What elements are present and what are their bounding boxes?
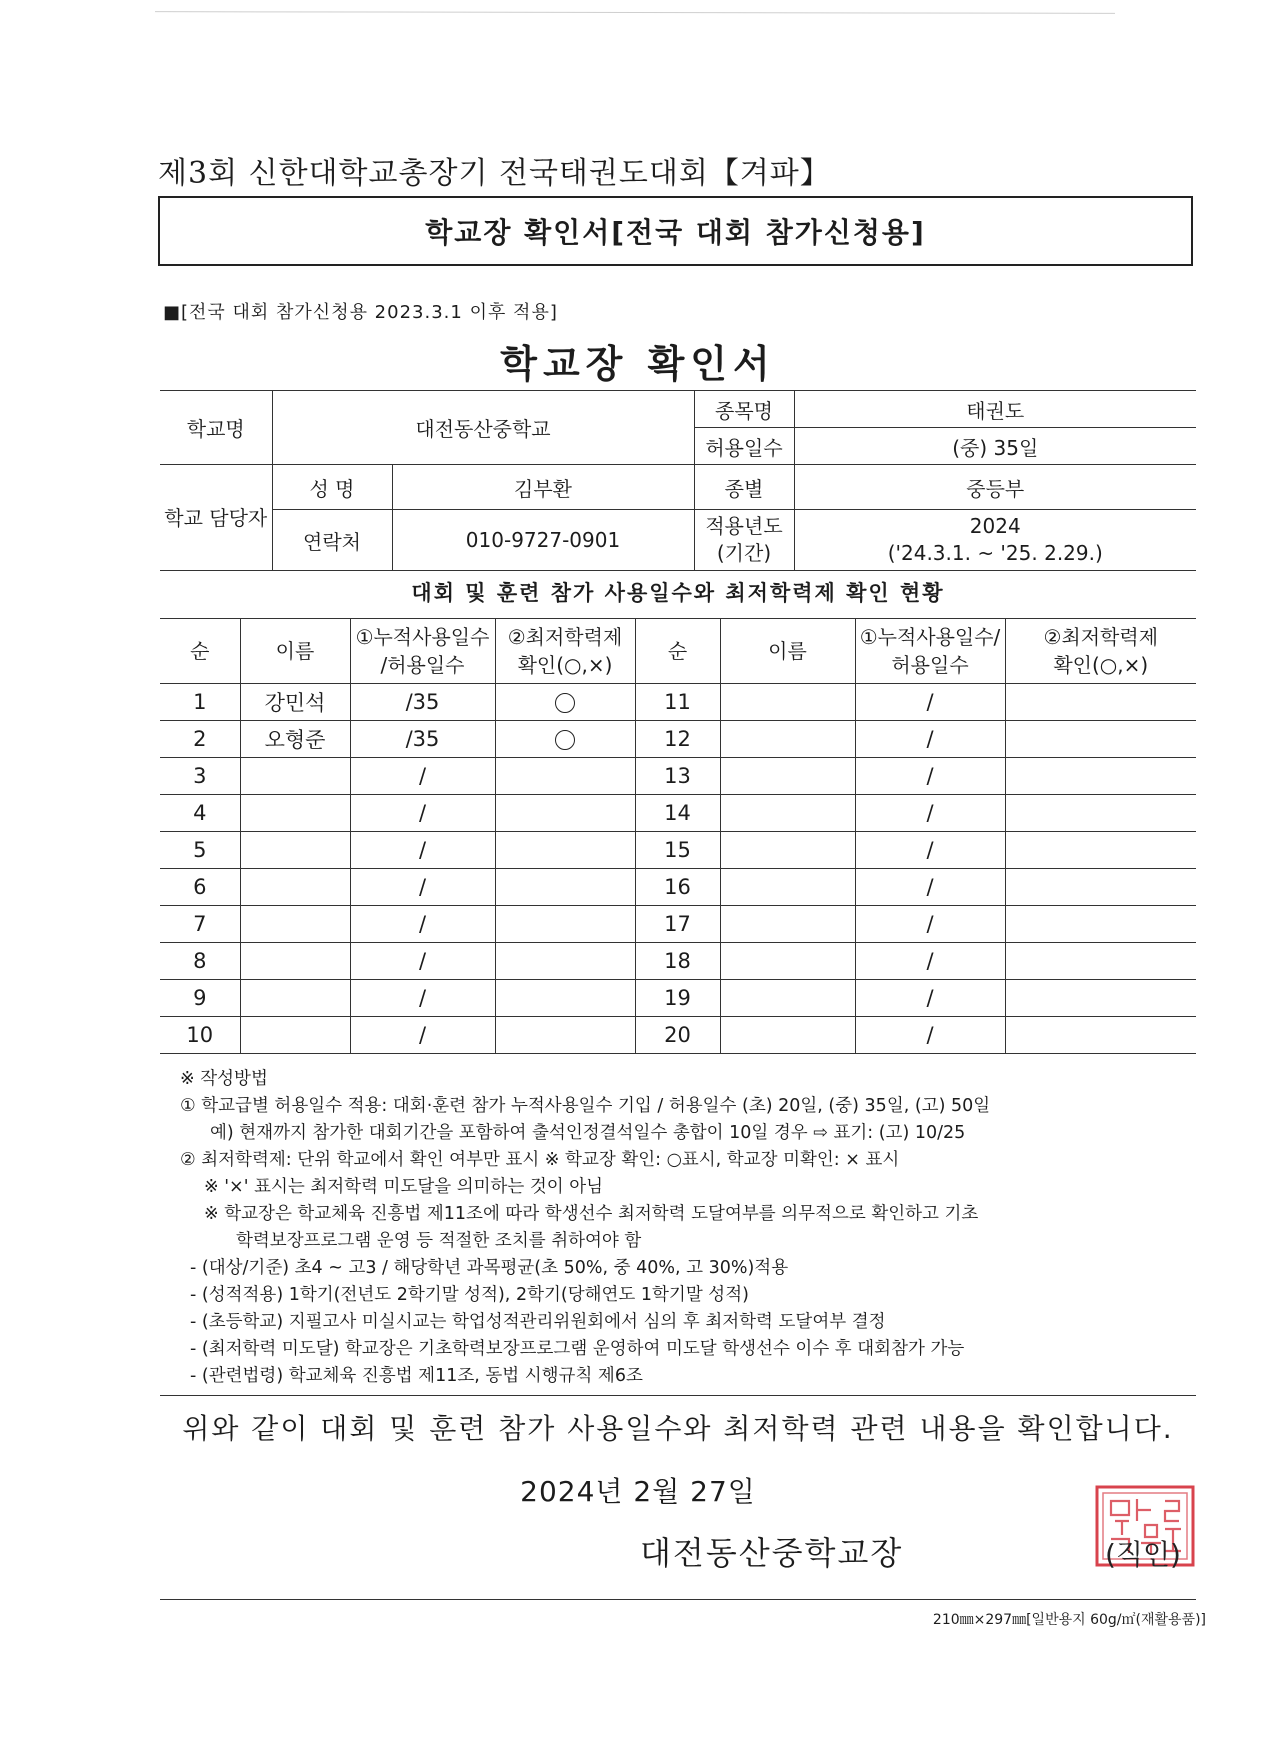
row-name <box>240 980 350 1017</box>
header-check <box>495 619 635 684</box>
guide-dash-4: - (최저학력 미도달) 학교장은 기초학력보장프로그램 운영하여 미도달 학생선수 이수 후 대회참가 가능 <box>190 1339 965 1359</box>
row-days: / <box>350 906 495 943</box>
name-label: 성 명 <box>272 465 392 510</box>
year-label <box>694 510 794 571</box>
row-no: 3 <box>160 758 240 795</box>
row-days: / <box>350 1017 495 1054</box>
row-name: 강민석 <box>240 684 350 721</box>
participant-table-body <box>160 684 1196 1054</box>
row-name-right <box>720 721 855 758</box>
guide-note-2a: ※ 학교장은 학교체육 진흥법 제11조에 따라 학생선수 최저학력 도달여부를 의무적으로 확인하고 기초 <box>204 1204 979 1224</box>
row-no: 6 <box>160 869 240 906</box>
row-no: 5 <box>160 832 240 869</box>
row-days: / <box>350 832 495 869</box>
table-row <box>160 906 1196 943</box>
header-days <box>350 619 495 684</box>
check-circle-mark <box>555 730 575 750</box>
row-check <box>495 869 635 906</box>
row-days-right: / <box>855 684 1005 721</box>
guide-dash-3: - (초등학교) 지필고사 미실시교는 학업성적관리위원회에서 심의 후 최저학력 도달여부 결정 <box>190 1312 886 1332</box>
row-check-right <box>1005 684 1196 721</box>
row-name-right <box>720 943 855 980</box>
signing-date: 2024년 2월 27일 <box>520 1475 756 1508</box>
title-box <box>158 196 1193 266</box>
guide-note-2b: 학력보장프로그램 운영 등 적절한 조치를 취하여야 함 <box>236 1231 642 1251</box>
row-name-right <box>720 869 855 906</box>
row-no-right: 16 <box>635 869 720 906</box>
row-days-right: / <box>855 721 1005 758</box>
row-check <box>495 758 635 795</box>
table-row <box>160 980 1196 1017</box>
row-days-right: / <box>855 795 1005 832</box>
row-no-right: 20 <box>635 1017 720 1054</box>
period-value: ('24.3.1. ~ '25. 2.29.) <box>887 541 1103 565</box>
header-days-right-line2: 허용일수 <box>891 653 969 677</box>
row-days-right: / <box>855 758 1005 795</box>
row-days-right: / <box>855 980 1005 1017</box>
row-name: 오형준 <box>240 721 350 758</box>
row-no: 9 <box>160 980 240 1017</box>
header-name-right: 이름 <box>720 619 855 684</box>
row-check-right <box>1005 869 1196 906</box>
contact-label: 연락처 <box>272 510 392 571</box>
seal-label: (직인) <box>1105 1538 1181 1571</box>
row-days-right: / <box>855 869 1005 906</box>
row-name <box>240 758 350 795</box>
table-row <box>160 869 1196 906</box>
table-row <box>160 758 1196 795</box>
header-days-line2: /허용일수 <box>380 653 465 677</box>
row-check-right <box>1005 721 1196 758</box>
row-check <box>495 1017 635 1054</box>
school-info-table <box>160 390 1196 571</box>
row-no-right: 19 <box>635 980 720 1017</box>
year-label-line1: 적용년도 <box>705 514 783 538</box>
row-days: / <box>350 795 495 832</box>
section-title: 대회 및 훈련 참가 사용일수와 최저학력제 확인 현황 <box>411 581 945 605</box>
apply-note: ■[전국 대회 참가신청용 2023.3.1 이후 적용] <box>163 302 558 323</box>
year-label-line2: (기간) <box>716 541 772 565</box>
sport-value: 태권도 <box>794 391 1196 428</box>
row-no: 2 <box>160 721 240 758</box>
table-row <box>160 1017 1196 1054</box>
table-row <box>160 943 1196 980</box>
guide-note-1: ※ '×' 표시는 최저학력 미도달을 의미하는 것이 아님 <box>204 1177 604 1197</box>
header-check-right-line2: 확인(○,×) <box>1053 653 1149 677</box>
row-name-right <box>720 1017 855 1054</box>
row-check-right <box>1005 906 1196 943</box>
paper-spec: 210㎜×297㎜[일반용지 60g/㎡(재활용품)] <box>932 1612 1206 1628</box>
header-check-line1: ②최저학력제 <box>507 625 623 649</box>
row-no-right: 18 <box>635 943 720 980</box>
row-check <box>495 721 635 758</box>
header-days-right <box>855 619 1005 684</box>
table-row <box>160 721 1196 758</box>
guide-dash-2: - (성적적용) 1학기(전년도 2학기말 성적), 2학기(당해연도 1학기말 성적) <box>190 1285 749 1305</box>
scan-edge-line <box>155 11 1115 14</box>
sport-label: 종목명 <box>694 391 794 428</box>
row-days: /35 <box>350 684 495 721</box>
year-value-line1: 2024 <box>969 514 1021 538</box>
row-check-right <box>1005 980 1196 1017</box>
guide-dash-5: - (관련법령) 학교체육 진흥법 제11조, 동법 시행규칙 제6조 <box>190 1366 643 1386</box>
row-no: 7 <box>160 906 240 943</box>
row-check-right <box>1005 943 1196 980</box>
row-name <box>240 906 350 943</box>
row-days-right: / <box>855 832 1005 869</box>
school-label: 학교명 <box>160 391 272 465</box>
row-days: / <box>350 943 495 980</box>
row-no-right: 17 <box>635 906 720 943</box>
row-no-right: 13 <box>635 758 720 795</box>
row-days: /35 <box>350 721 495 758</box>
row-no-right: 15 <box>635 832 720 869</box>
row-days-right: / <box>855 943 1005 980</box>
row-check-right <box>1005 758 1196 795</box>
row-name <box>240 943 350 980</box>
header-check-right-line1: ②최저학력제 <box>1043 625 1159 649</box>
row-name-right <box>720 795 855 832</box>
row-no: 4 <box>160 795 240 832</box>
manager-label: 학교 담당자 <box>160 465 272 571</box>
row-check <box>495 943 635 980</box>
category-value: 중등부 <box>794 465 1196 510</box>
table-header-row <box>160 619 1196 684</box>
row-days: / <box>350 869 495 906</box>
row-name <box>240 832 350 869</box>
guide-item-1-example: 예) 현재까지 참가한 대회기간을 포함하여 출석인정결석일수 총합이 10일 경우 ⇨ 표기: (고) 10/25 <box>210 1123 966 1143</box>
row-days: / <box>350 758 495 795</box>
row-no-right: 12 <box>635 721 720 758</box>
name-value: 김부환 <box>392 465 694 510</box>
row-check <box>495 832 635 869</box>
guide-heading: ※ 작성방법 <box>180 1069 268 1089</box>
table-row <box>160 795 1196 832</box>
header-name: 이름 <box>240 619 350 684</box>
row-no: 8 <box>160 943 240 980</box>
header-no-right: 순 <box>635 619 720 684</box>
row-name-right <box>720 980 855 1017</box>
table-row <box>160 832 1196 869</box>
guide-item-1: ① 학교급별 허용일수 적용: 대회·훈련 참가 누적사용일수 기입 / 허용일수 (초) 20일, (중) 35일, (고) 50일 <box>180 1096 991 1116</box>
row-check <box>495 684 635 721</box>
event-title: 제3회 신한대학교총장기 전국태권도대회【겨파】 <box>158 156 831 191</box>
row-check-right <box>1005 1017 1196 1054</box>
row-no-right: 14 <box>635 795 720 832</box>
row-no: 10 <box>160 1017 240 1054</box>
row-days-right: / <box>855 1017 1005 1054</box>
year-value <box>794 510 1196 571</box>
row-name <box>240 795 350 832</box>
header-no: 순 <box>160 619 240 684</box>
footer-line <box>160 1599 1196 1600</box>
guide-dash-1: - (대상/기준) 초4 ~ 고3 / 해당학년 과목평균(초 50%, 중 40%, 고 30%)적용 <box>190 1258 789 1278</box>
form-title: 학교장 확인서 <box>500 342 776 386</box>
row-no: 1 <box>160 684 240 721</box>
guide-item-2: ② 최저학력제: 단위 학교에서 확인 여부만 표시 ※ 학교장 확인: ○표시, 학교장 미확인: × 표시 <box>180 1150 900 1170</box>
school-value: 대전동산중학교 <box>272 391 694 465</box>
row-name <box>240 869 350 906</box>
row-days: / <box>350 980 495 1017</box>
row-days-right: / <box>855 906 1005 943</box>
allowed-label: 허용일수 <box>694 428 794 465</box>
header-check-line2: 확인(○,×) <box>517 653 613 677</box>
row-name-right <box>720 758 855 795</box>
row-name-right <box>720 832 855 869</box>
header-days-line1: ①누적사용일수 <box>355 625 490 649</box>
header-check-right <box>1005 619 1196 684</box>
box-title: 학교장 확인서[전국 대회 참가신청용] <box>425 216 926 249</box>
row-name <box>240 1017 350 1054</box>
header-days-right-line1: ①누적사용일수/ <box>859 625 1001 649</box>
row-name-right <box>720 906 855 943</box>
row-check <box>495 795 635 832</box>
table-row <box>160 684 1196 721</box>
writing-guide <box>180 1066 1210 1390</box>
confirm-statement: 위와 같이 대회 및 훈련 참가 사용일수와 최저학력 관련 내용을 확인합니다. <box>182 1412 1174 1445</box>
row-check <box>495 906 635 943</box>
row-check <box>495 980 635 1017</box>
row-check-right <box>1005 832 1196 869</box>
category-label: 종별 <box>694 465 794 510</box>
signer-name: 대전동산중학교장 <box>640 1534 904 1572</box>
divider-line <box>160 1395 1196 1396</box>
allowed-value: (중) 35일 <box>794 428 1196 465</box>
contact-value: 010-9727-0901 <box>392 510 694 571</box>
row-no-right: 11 <box>635 684 720 721</box>
participant-table <box>160 618 1196 1054</box>
check-circle-mark <box>555 693 575 713</box>
row-check-right <box>1005 795 1196 832</box>
row-name-right <box>720 684 855 721</box>
